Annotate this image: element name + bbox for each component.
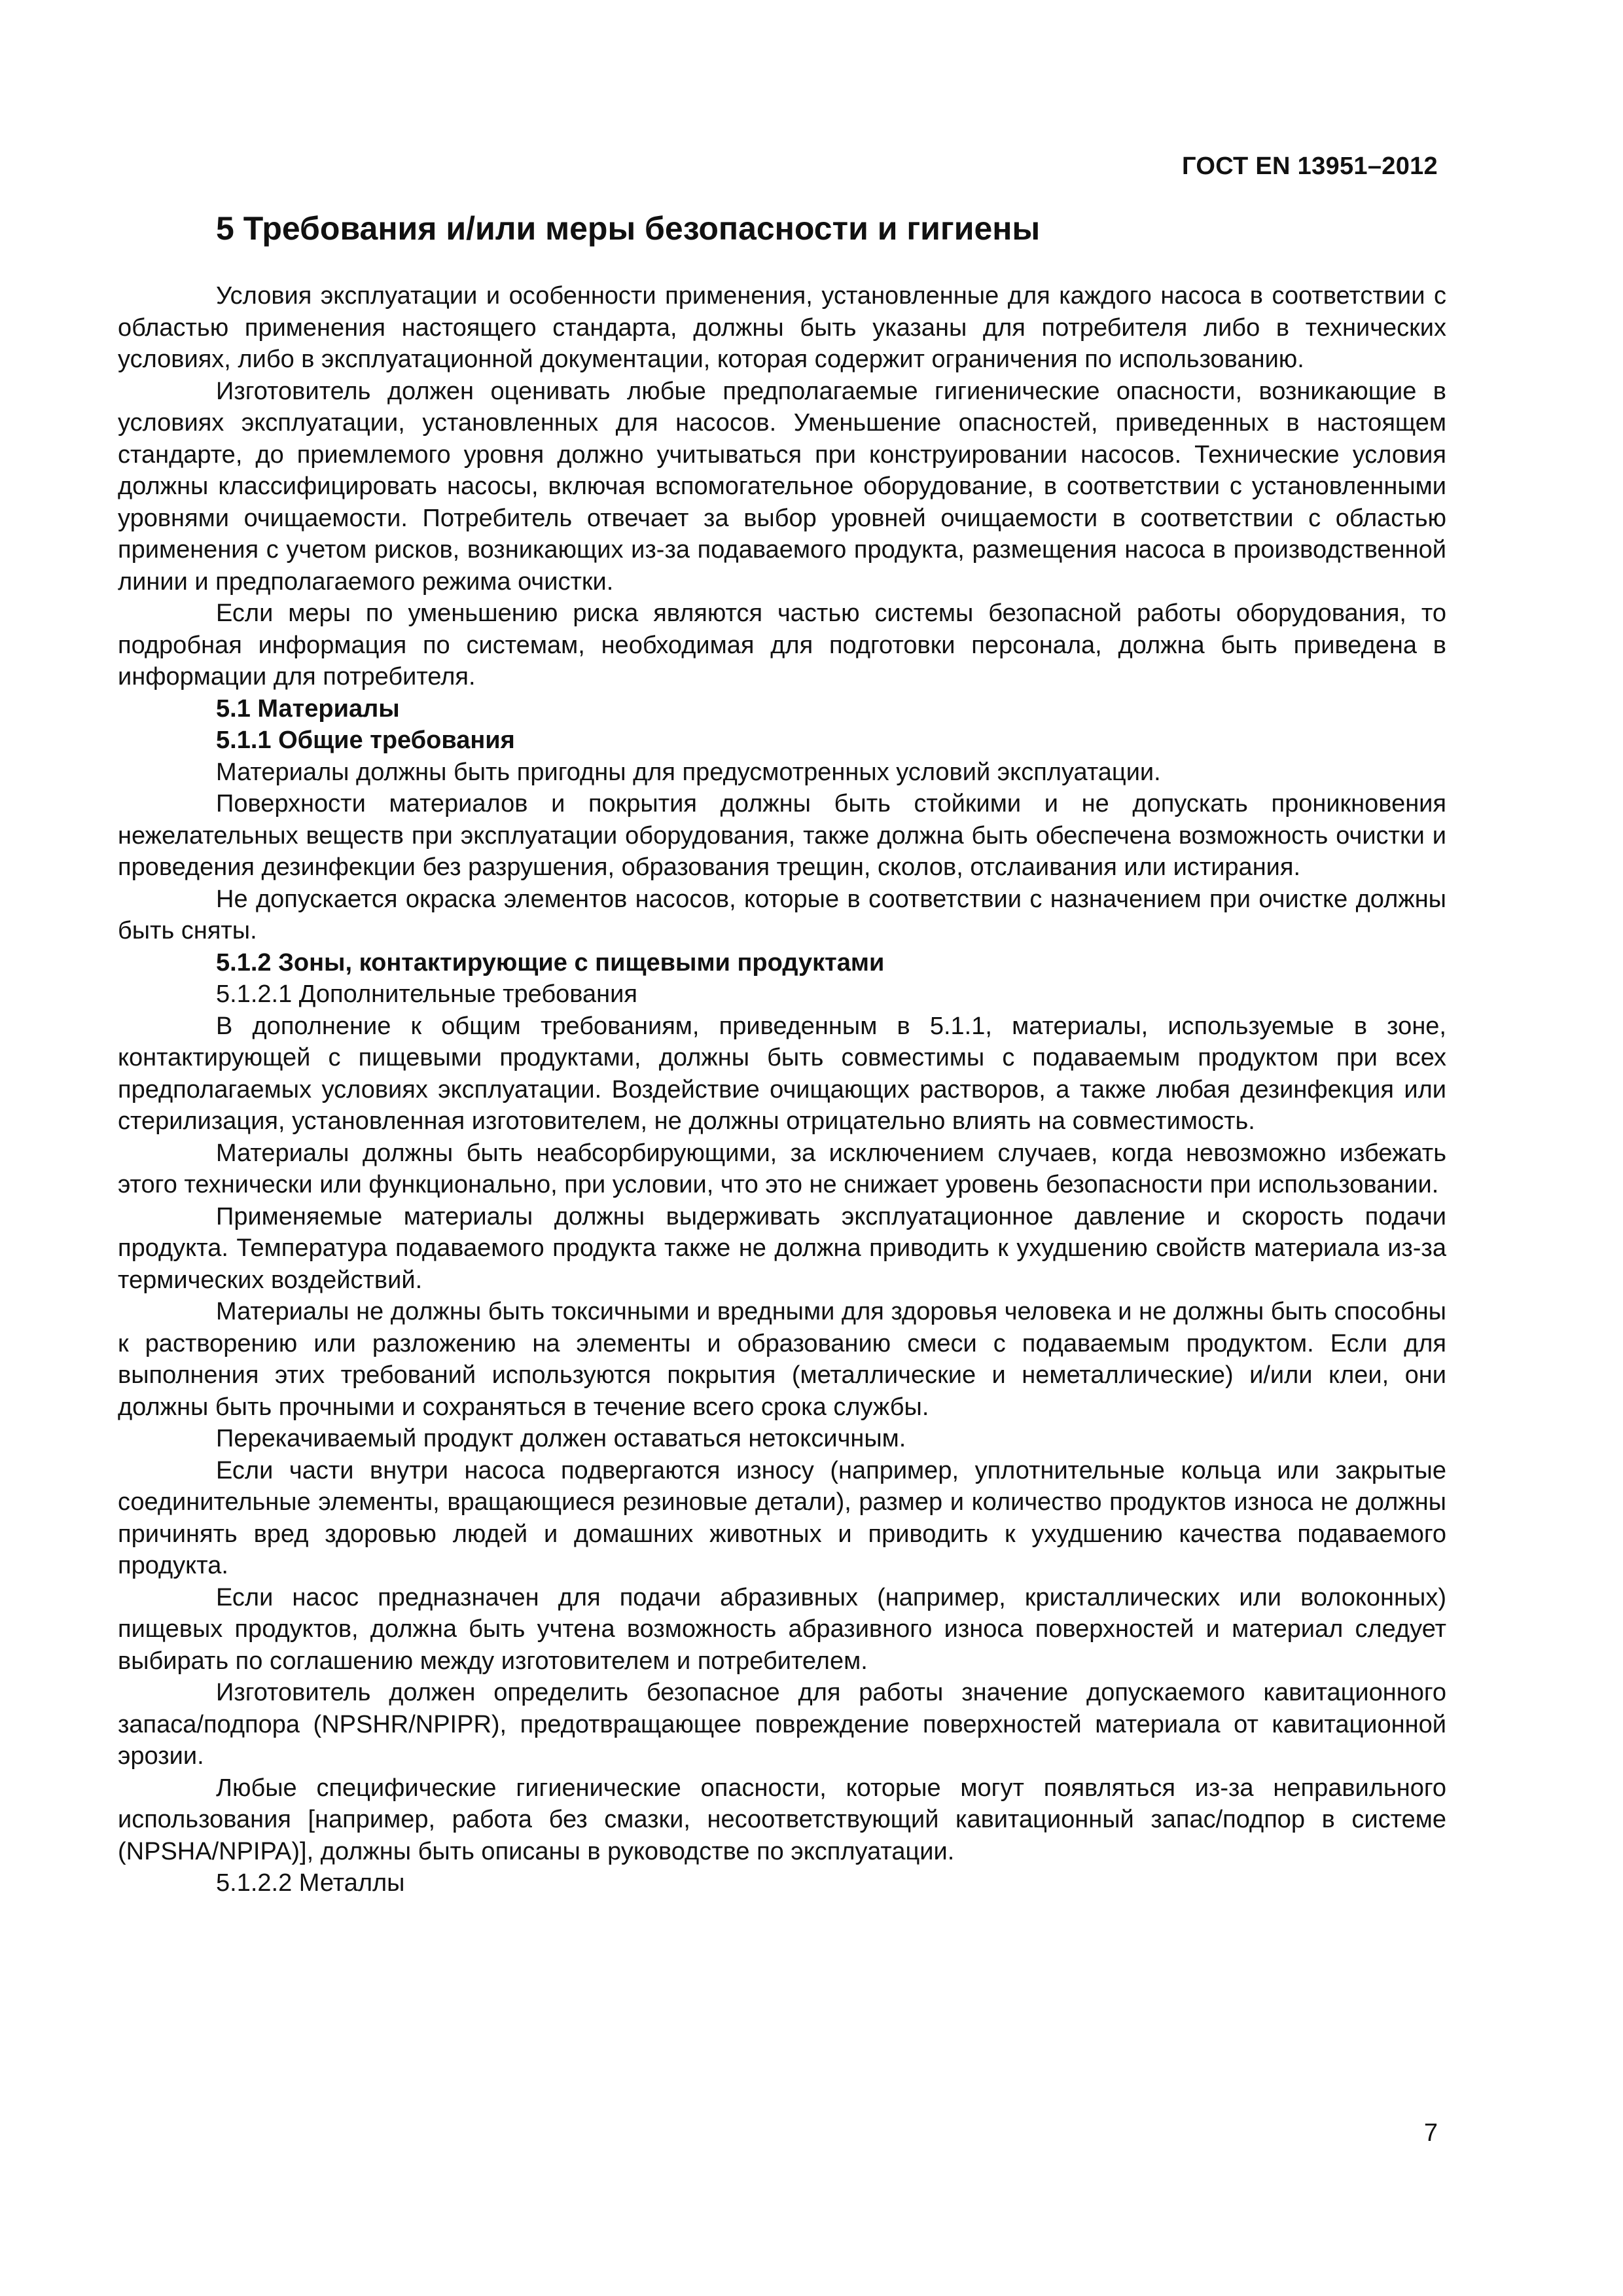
paragraph: Если насос предназначен для подачи абразивных (например, кристаллических или волоконных) пищевых продуктов, должна быть учтена возможность абразивного износа поверхностей и материал следует выбирать по соглашению между изготовителем и потребителем.: [118, 1583, 1446, 1675]
paragraph: Применяемые материалы должны выдерживать эксплуатационное давление и скорость подачи продукта. Температура подаваемого продукта также не должна приводить к ухудшению свойств материала из-за термических воздействий.: [118, 1202, 1446, 1294]
paragraph: Поверхности материалов и покрытия должны быть стойкими и не допускать проникновения нежелательных веществ при эксплуатации оборудования, также должна быть обеспечена возможность очистки и проведения дезинфекции без разрушения, образования трещин, сколов, отслаивания или истирания.: [118, 790, 1446, 881]
paragraph: В дополнение к общим требованиям, приведенным в 5.1.1, материалы, используемые в зоне, контактирующей с пищевыми продуктами, должны быть совместимы с подаваемым продуктом при всех предполагаемых условиях эксплуатации. Воздействие очищающих растворов, а также любая дезинфекция или стерилизация, установленная изготовителем, не должны отрицательно влиять на совместимость.: [118, 1012, 1446, 1135]
paragraph: Материалы должны быть неабсорбирующими, за исключением случаев, когда невозможно избежать этого технически или функционально, при условии, что это не снижает уровень безопасности при использовании.: [118, 1139, 1446, 1198]
subsection-heading: 5.1 Материалы: [216, 694, 400, 723]
paragraph: Если части внутри насоса подвергаются износу (например, уплотнительные кольца или закрытые соединительные элементы, вращающиеся резиновые детали), размер и количество продуктов износа не должны причинять вред здоровью людей и домашних животных и приводить к ухудшению качества подаваемого продукта.: [118, 1456, 1446, 1579]
document-body: [118, 280, 1446, 1899]
paragraph: Перекачиваемый продукт должен оставаться нетоксичным.: [216, 1425, 906, 1452]
clause-heading: 5.1.2.1 Дополнительные требования: [216, 980, 637, 1008]
paragraph: Условия эксплуатации и особенности применения, установленные для каждого насоса в соответствии с областью применения настоящего стандарта, должны быть указаны для потребителя либо в технических условиях, либо в эксплуатационной документации, которая содержит ограничения по использованию.: [118, 282, 1446, 373]
subsection-heading: 5.1.1 Общие требования: [216, 726, 515, 754]
paragraph: Изготовитель должен оценивать любые предполагаемые гигиенические опасности, возникающие в условиях эксплуатации, установленных для насосов. Уменьшение опасностей, приведенных в настоящем стандарте, до приемлемого уровня должно учитываться при конструировании насосов. Технические условия должны классифицировать насосы, включая вспомогательное оборудование, в соответствии с установленными уровнями очищаемости. Потребитель отвечает за выбор уровней очищаемости в соответствии с областью применения с учетом рисков, возникающих из-за подаваемого продукта, размещения насоса в производственной линии и предполагаемого режима очистки.: [118, 377, 1446, 596]
paragraph: Любые специфические гигиенические опасности, которые могут появляться из-за неправильного использования [например, работа без смазки, несоответствующий кавитационный запас/подпор в системе (NPSHA/NPIPA)], должны быть описаны в руководстве по эксплуатации.: [118, 1774, 1446, 1865]
page-number: 7: [1423, 2119, 1438, 2147]
document-code: ГОСТ EN 13951–2012: [1182, 152, 1438, 180]
paragraph: Не допускается окраска элементов насосов, которые в соответствии с назначением при очистке должны быть сняты.: [118, 885, 1446, 944]
section-title: 5 Требования и/или меры безопасности и гигиены: [216, 210, 1041, 247]
paragraph: Материалы не должны быть токсичными и вредными для здоровья человека и не должны быть способны к растворению или разложению на элементы и образованию смеси с подаваемым продуктом. Если для выполнения этих требований используются покрытия (металлические и неметаллические) и/или клеи, они должны быть прочными и сохраняться в течение всего срока службы.: [118, 1298, 1446, 1421]
paragraph: Если меры по уменьшению риска являются частью системы безопасной работы оборудования, то подробная информация по системам, необходимая для подготовки персонала, должна быть приведена в информации для потребителя.: [118, 600, 1446, 691]
paragraph: Материалы должны быть пригодны для предусмотренных условий эксплуатации.: [216, 758, 1161, 786]
clause-heading: 5.1.2.2 Металлы: [216, 1869, 405, 1897]
paragraph: Изготовитель должен определить безопасное для работы значение допускаемого кавитационного запаса/подпора (NPSHR/NPIPR), предотвращающее повреждение поверхностей материала от кавитационной эрозии.: [118, 1679, 1446, 1770]
subsection-heading: 5.1.2 Зоны, контактирующие с пищевыми продуктами: [216, 948, 885, 977]
